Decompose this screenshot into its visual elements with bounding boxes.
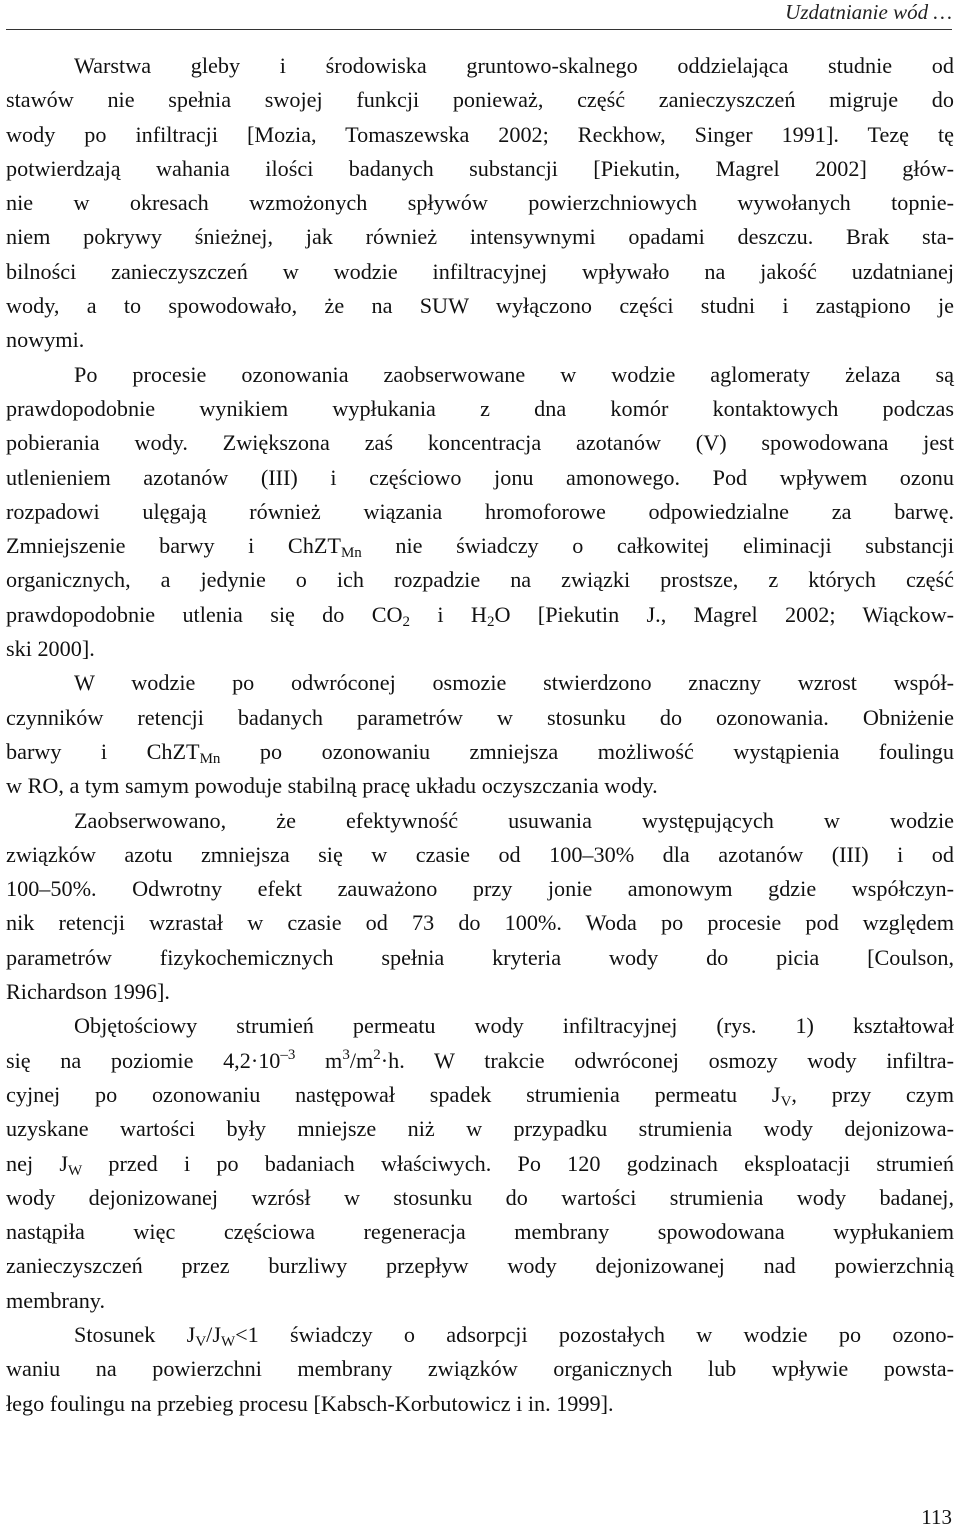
text-line: ski 2000].: [6, 636, 95, 662]
text-line: uzyskane wartości były mniejsze niż w przypadku strumienia wody dejonizowa-: [6, 1116, 954, 1142]
text-fragment: cyjnej po ozonowaniu następował spadek strumienia permeatu J: [6, 1081, 781, 1107]
text-fragment: się na poziomie 4,2·10: [6, 1047, 281, 1073]
text-line: waniu na powierzchni membrany związków organicznych lub wpływie powsta-: [6, 1356, 954, 1382]
text-line: [6, 529, 954, 563]
running-header: Uzdatnianie wód …: [785, 0, 952, 24]
text-line: [6, 1044, 954, 1078]
text-line: membrany.: [6, 1287, 105, 1313]
text-fragment: i H: [410, 601, 487, 627]
body-text: [6, 49, 954, 1421]
text-fragment: Stosunek J: [74, 1321, 196, 1347]
page-number: 113: [921, 1505, 952, 1529]
text-fragment: nej J: [6, 1150, 68, 1176]
text-line: [6, 598, 954, 632]
text-line: wody po infiltracji [Mozia, Tomaszewska 2002; Reckhow, Singer 1991]. Tezę tę: [6, 121, 954, 147]
text-line: bilności zanieczyszczeń w wodzie infiltracyjnej wpływało na jakość uzdatnianej: [6, 258, 954, 284]
text-fragment: ·h. W trakcie odwróconej osmozy wody infiltra-: [380, 1047, 954, 1073]
text-line: Objętościowy strumień permeatu wody infiltracyjnej (rys. 1) kształtował: [74, 1013, 954, 1039]
text-line: [6, 1318, 954, 1352]
text-line: Warstwa gleby i środowiska gruntowo-skalnego oddzielająca studnie od: [74, 53, 954, 78]
text-line: w RO, a tym samym powoduje stabilną pracę układu oczyszczania wody.: [6, 773, 658, 799]
text-fragment: Zmniejszenie barwy i ChZT: [6, 533, 341, 559]
text-line: W wodzie po odwróconej osmozie stwierdzono znaczny wzrost współ-: [74, 670, 954, 696]
text-line: wody dejonizowanej wzrósł w stosunku do wartości strumienia wody badanej,: [6, 1184, 954, 1210]
text-line: [6, 1078, 954, 1112]
text-line: wody, a to spowodowało, że na SUW wyłączono części studni i zastąpiono je: [6, 293, 954, 319]
text-fragment: <1 świadczy o adsorpcji pozostałych w wodzie po ozono-: [235, 1321, 955, 1347]
superscript: 2: [373, 1046, 381, 1063]
text-line: Po procesie ozonowania zaobserwowane w wodzie aglomeraty żelaza są: [74, 361, 954, 387]
text-line: nastąpiła więc częściowa regeneracja membrany spowodowana wypłukaniem: [6, 1219, 954, 1245]
text-fragment: /m: [349, 1047, 374, 1073]
text-line: rozpadowi ulęgają również wiązania hromoforowe odpowiedzialne za barwę.: [6, 498, 954, 524]
text-line: stawów nie spełnia swojej funkcji ponieważ, część zanieczyszczeń migruje do: [6, 87, 954, 113]
text-fragment: , przy czym: [791, 1081, 954, 1107]
subscript: W: [220, 1333, 236, 1350]
text-line: zanieczyszczeń przez burzliwy przepływ wody dejonizowanej nad powierzchnią: [6, 1253, 954, 1279]
text-line: nowymi.: [6, 327, 85, 353]
text-fragment: barwy i ChZT: [6, 738, 200, 764]
text-line: Zaobserwowano, że efektywność usuwania występujących w wodzie: [74, 807, 954, 833]
text-line: związków azotu zmniejsza się w czasie od 100–30% dla azotanów (III) i od: [6, 841, 954, 867]
text-line: łego foulingu na przebieg procesu [Kabsch-Korbutowicz i in. 1999].: [6, 1390, 614, 1416]
text-fragment: m: [295, 1047, 343, 1073]
text-line: nie w okresach wzmożonych spływów powierzchniowych wywołanych topnie-: [6, 190, 954, 216]
subscript: Mn: [340, 545, 362, 562]
text-line: potwierdzają wahania ilości badanych substancji [Piekutin, Magrel 2002] głów-: [6, 155, 954, 181]
text-line: pobierania wody. Zwiększona zaś koncentracja azotanów (V) spowodowana jest: [6, 430, 954, 456]
subscript: W: [68, 1162, 83, 1179]
text-line: organicznych, a jedynie o ich rozpadzie na związki prostsze, z których część: [6, 567, 954, 593]
text-line: [6, 735, 954, 769]
subscript: 2: [486, 613, 495, 630]
text-line: nik retencji wzrastał w czasie od 73 do 100%. Woda po procesie pod względem: [6, 910, 954, 936]
superscript: 3: [342, 1046, 350, 1063]
text-line: Richardson 1996].: [6, 979, 170, 1005]
text-line: niem pokrywy śnieżnej, jak również intensywnymi opadami deszczu. Brak sta-: [6, 224, 954, 250]
text-fragment: przed i po badaniach właściwych. Po 120 godzinach eksploatacji strumień: [82, 1150, 955, 1176]
subscript: V: [780, 1093, 792, 1110]
text-line: utlenieniem azotanów (III) i częściowo jonu amonowego. Pod wpływem ozonu: [6, 464, 954, 490]
text-fragment: nie świadczy o całkowitej eliminacji substancji: [361, 533, 954, 559]
text-fragment: po ozonowaniu zmniejsza możliwość wystąpienia foulingu: [220, 738, 954, 764]
header-rule: [6, 29, 952, 30]
text-line: parametrów fizykochemicznych spełnia kryteria wody do picia [Coulson,: [6, 944, 954, 970]
text-line: 100–50%. Odwrotny efekt zauważono przy jonie amonowym gdzie współczyn-: [6, 876, 954, 902]
subscript: 2: [402, 613, 411, 630]
text-line: prawdopodobnie wynikiem wypłukania z dna komór kontaktowych podczas: [6, 395, 954, 421]
text-fragment: /J: [206, 1321, 221, 1347]
text-fragment: O [Piekutin J., Magrel 2002; Wiąckow-: [494, 601, 955, 627]
superscript: –3: [280, 1046, 296, 1063]
text-fragment: prawdopodobnie utlenia się do CO: [6, 601, 403, 627]
text-line: czynników retencji badanych parametrów w stosunku do ozonowania. Obniżenie: [6, 704, 954, 730]
text-line: [6, 1147, 954, 1181]
subscript: V: [195, 1333, 207, 1350]
subscript: Mn: [199, 750, 221, 767]
